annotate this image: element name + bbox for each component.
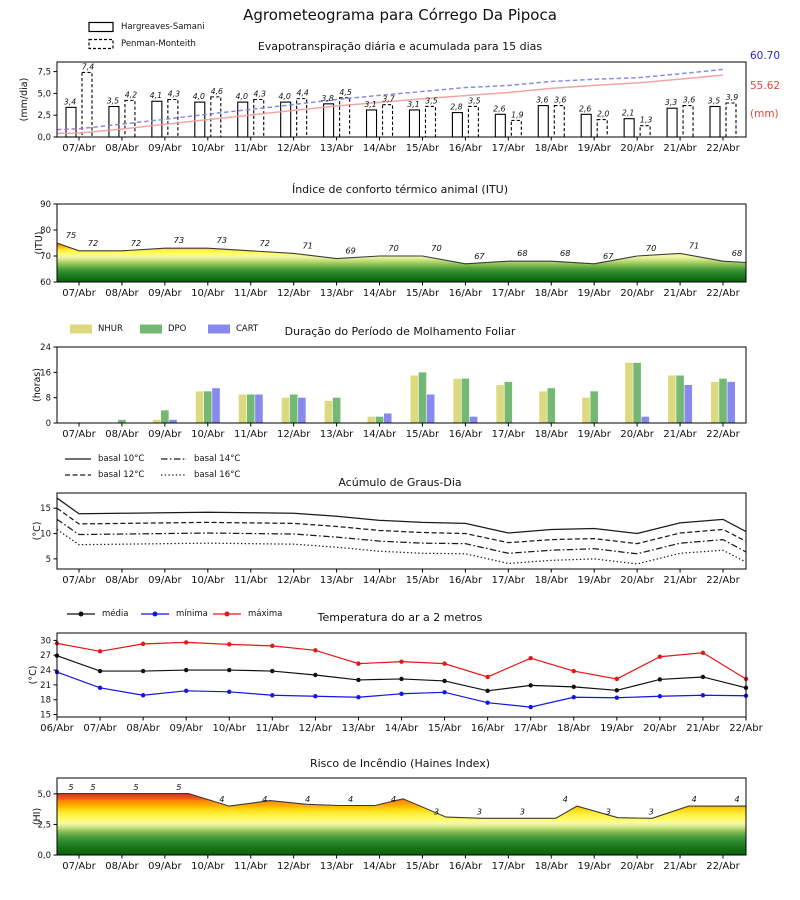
chart-title-itu: Índice de conforto térmico animal (ITU) (291, 183, 509, 196)
svg-text:08/Abr: 08/Abr (105, 429, 139, 440)
svg-text:07/Abr: 07/Abr (83, 723, 117, 734)
legend-maxima (212, 609, 282, 619)
svg-text:1,3: 1,3 (639, 115, 653, 125)
svg-text:(mm/dia): (mm/dia) (19, 77, 30, 122)
svg-text:12/Abr: 12/Abr (276, 429, 311, 440)
svg-text:3,1: 3,1 (407, 99, 420, 109)
svg-text:73: 73 (173, 235, 185, 246)
svg-text:16/Abr: 16/Abr (470, 723, 505, 734)
svg-text:11/Abr: 11/Abr (234, 861, 268, 872)
svg-text:13/Abr: 13/Abr (319, 288, 354, 299)
svg-text:10/Abr: 10/Abr (212, 723, 246, 734)
svg-text:13/Abr: 13/Abr (319, 429, 354, 440)
svg-text:2,6: 2,6 (493, 104, 506, 114)
svg-text:3: 3 (605, 806, 611, 817)
svg-text:21/Abr: 21/Abr (663, 288, 697, 299)
legend-nhur (70, 324, 123, 334)
svg-text:10/Abr: 10/Abr (191, 288, 225, 299)
svg-text:69: 69 (345, 245, 356, 256)
svg-text:3,6: 3,6 (682, 95, 696, 105)
svg-text:3,6: 3,6 (554, 95, 567, 105)
svg-text:18/Abr: 18/Abr (534, 288, 568, 299)
svg-text:80: 80 (40, 226, 51, 236)
legend-basal-10-label: basal 10°C (98, 454, 145, 464)
svg-text:3: 3 (648, 806, 654, 817)
svg-text:16: 16 (40, 368, 51, 379)
legend-minima-label: mínima (176, 609, 208, 619)
dpo-swatch-icon (140, 324, 162, 334)
svg-text:09/Abr: 09/Abr (148, 143, 182, 154)
nhur-swatch-icon (70, 324, 92, 334)
svg-text:11/Abr: 11/Abr (234, 143, 268, 154)
svg-text:5,0: 5,0 (37, 89, 51, 100)
svg-text:15/Abr: 15/Abr (405, 429, 440, 440)
svg-text:4,3: 4,3 (167, 89, 181, 99)
svg-text:4,5: 4,5 (339, 87, 352, 97)
svg-text:12/Abr: 12/Abr (276, 288, 311, 299)
legend-minima (140, 609, 208, 619)
legend-penman-label: Penman-Monteith (121, 39, 196, 49)
legend-basal-12-label: basal 12°C (98, 470, 145, 480)
legend-media-label: média (102, 609, 129, 619)
svg-text:11/Abr: 11/Abr (234, 429, 268, 440)
svg-text:60: 60 (40, 278, 51, 288)
svg-text:70: 70 (431, 243, 442, 253)
media-line-swatch-icon (66, 609, 96, 619)
svg-text:24: 24 (40, 666, 51, 677)
legend-media (66, 609, 128, 619)
svg-text:3,1: 3,1 (364, 99, 377, 109)
svg-text:20/Abr: 20/Abr (620, 143, 654, 154)
svg-text:2,5: 2,5 (37, 111, 51, 122)
svg-text:3: 3 (476, 806, 483, 817)
svg-text:0,0: 0,0 (37, 851, 51, 861)
svg-text:18: 18 (40, 695, 51, 706)
svg-text:11/Abr: 11/Abr (234, 288, 268, 299)
legend-basal-16-label: basal 16°C (194, 470, 241, 480)
svg-text:18/Abr: 18/Abr (534, 429, 568, 440)
svg-text:21/Abr: 21/Abr (663, 861, 697, 872)
svg-text:18/Abr: 18/Abr (534, 575, 568, 586)
chart-title-leaf-wetness: Duração do Período de Molhamento Foliar (284, 325, 516, 338)
svg-text:16/Abr: 16/Abr (448, 429, 483, 440)
svg-text:19/Abr: 19/Abr (577, 143, 611, 154)
svg-text:1,9: 1,9 (511, 110, 524, 120)
svg-text:20/Abr: 20/Abr (620, 861, 654, 872)
svg-text:22/Abr: 22/Abr (706, 288, 740, 299)
svg-text:17/Abr: 17/Abr (491, 429, 526, 440)
legend-nhur-label: NHUR (98, 324, 123, 334)
svg-text:07/Abr: 07/Abr (62, 861, 96, 872)
svg-text:09/Abr: 09/Abr (148, 288, 182, 299)
svg-text:13/Abr: 13/Abr (319, 861, 354, 872)
svg-text:0,0: 0,0 (37, 133, 51, 143)
svg-text:71: 71 (302, 240, 313, 251)
svg-text:13/Abr: 13/Abr (319, 143, 354, 154)
svg-text:06/Abr: 06/Abr (40, 723, 74, 734)
svg-text:20/Abr: 20/Abr (620, 575, 654, 586)
svg-text:4,0: 4,0 (235, 92, 248, 102)
svg-text:4,2: 4,2 (124, 90, 138, 100)
svg-text:0: 0 (45, 419, 51, 429)
svg-text:68: 68 (731, 248, 743, 259)
svg-text:3: 3 (433, 806, 440, 817)
svg-text:67: 67 (602, 250, 614, 261)
svg-text:18/Abr: 18/Abr (557, 723, 591, 734)
svg-text:71: 71 (688, 240, 700, 251)
svg-text:4: 4 (262, 794, 268, 805)
page-title: Agrometeograma para Córrego Da Pipoca (243, 6, 557, 24)
svg-text:11/Abr: 11/Abr (234, 575, 268, 586)
svg-text:5,0: 5,0 (37, 789, 51, 800)
accumulated-total-hargreaves: 55.62 (750, 80, 781, 92)
svg-text:2,5: 2,5 (37, 820, 51, 831)
svg-text:08/Abr: 08/Abr (105, 288, 139, 299)
svg-text:15/Abr: 15/Abr (405, 143, 440, 154)
svg-text:4,0: 4,0 (278, 92, 291, 102)
svg-text:(ITU): (ITU) (34, 231, 45, 255)
svg-text:2,1: 2,1 (621, 108, 635, 118)
svg-text:19/Abr: 19/Abr (600, 723, 634, 734)
svg-text:15/Abr: 15/Abr (405, 861, 440, 872)
legend-basal-16 (160, 470, 240, 480)
svg-text:3,6: 3,6 (536, 95, 549, 105)
svg-text:09/Abr: 09/Abr (148, 861, 182, 872)
svg-text:4: 4 (390, 794, 397, 805)
svg-text:17/Abr: 17/Abr (513, 723, 548, 734)
svg-text:(°C): (°C) (32, 521, 43, 541)
svg-text:10: 10 (40, 529, 51, 540)
svg-text:73: 73 (216, 235, 228, 246)
svg-text:27: 27 (40, 651, 51, 662)
svg-text:10/Abr: 10/Abr (191, 861, 225, 872)
dashed-bar-swatch-icon (88, 38, 115, 50)
svg-text:09/Abr: 09/Abr (148, 575, 182, 586)
svg-text:22/Abr: 22/Abr (729, 723, 763, 734)
svg-text:17/Abr: 17/Abr (491, 143, 526, 154)
accumulated-total-penman: 60.70 (750, 50, 781, 62)
svg-text:15/Abr: 15/Abr (405, 288, 440, 299)
svg-text:(°C): (°C) (28, 665, 39, 685)
svg-text:2,0: 2,0 (596, 109, 610, 119)
svg-text:07/Abr: 07/Abr (62, 288, 96, 299)
svg-text:3: 3 (519, 806, 525, 817)
svg-text:70: 70 (388, 243, 399, 253)
svg-text:12/Abr: 12/Abr (276, 575, 311, 586)
svg-text:07/Abr: 07/Abr (62, 143, 96, 154)
solid-line-swatch-icon (64, 455, 92, 463)
svg-text:20/Abr: 20/Abr (620, 429, 654, 440)
svg-text:12/Abr: 12/Abr (276, 861, 311, 872)
svg-text:14/Abr: 14/Abr (384, 723, 419, 734)
legend-cart (208, 324, 258, 334)
svg-text:3,7: 3,7 (382, 94, 395, 104)
dotted-line-swatch-icon (160, 471, 188, 479)
svg-text:09/Abr: 09/Abr (148, 429, 182, 440)
svg-text:08/Abr: 08/Abr (105, 575, 139, 586)
svg-text:22/Abr: 22/Abr (706, 861, 740, 872)
svg-text:10/Abr: 10/Abr (191, 575, 225, 586)
svg-text:3,5: 3,5 (425, 96, 438, 106)
svg-text:14/Abr: 14/Abr (362, 861, 397, 872)
chart-title-fire-risk: Risco de Incêndio (Haines Index) (309, 757, 491, 770)
svg-text:19/Abr: 19/Abr (577, 861, 611, 872)
svg-text:22/Abr: 22/Abr (706, 575, 740, 586)
svg-text:8: 8 (45, 393, 51, 404)
svg-text:4,0: 4,0 (192, 92, 206, 102)
svg-text:(HI): (HI) (32, 807, 43, 826)
svg-text:15: 15 (40, 710, 51, 721)
svg-text:5: 5 (90, 781, 96, 792)
svg-text:10/Abr: 10/Abr (191, 143, 225, 154)
accumulated-unit-label: (mm) (750, 108, 779, 120)
svg-text:67: 67 (474, 250, 485, 261)
svg-text:12/Abr: 12/Abr (276, 143, 311, 154)
minima-line-swatch-icon (140, 609, 170, 619)
svg-text:14/Abr: 14/Abr (362, 429, 397, 440)
chart-title-evapotranspiration: Evapotranspiração diária e acumulada para 15 dias (257, 40, 543, 53)
svg-text:3,8: 3,8 (321, 93, 334, 103)
svg-text:5: 5 (133, 781, 139, 792)
svg-text:16/Abr: 16/Abr (448, 861, 483, 872)
svg-text:15/Abr: 15/Abr (427, 723, 462, 734)
svg-text:22/Abr: 22/Abr (706, 143, 740, 154)
svg-text:2,8: 2,8 (450, 102, 463, 112)
legend-dpo (140, 324, 186, 334)
svg-text:19/Abr: 19/Abr (577, 288, 611, 299)
svg-text:7,5: 7,5 (37, 67, 51, 78)
legend-hargreaves (88, 21, 205, 33)
svg-text:18/Abr: 18/Abr (534, 861, 568, 872)
legend-basal-14-label: basal 14°C (194, 454, 241, 464)
svg-text:7,4: 7,4 (81, 62, 95, 72)
svg-text:4,4: 4,4 (296, 88, 309, 98)
svg-text:3,5: 3,5 (468, 96, 481, 106)
legend-basal-10 (64, 454, 144, 464)
svg-text:22/Abr: 22/Abr (706, 429, 740, 440)
svg-text:4: 4 (691, 794, 697, 805)
svg-text:07/Abr: 07/Abr (62, 575, 96, 586)
svg-text:70: 70 (40, 252, 51, 262)
svg-text:14/Abr: 14/Abr (362, 288, 397, 299)
svg-text:16/Abr: 16/Abr (448, 143, 483, 154)
svg-text:75: 75 (65, 230, 77, 240)
svg-text:20/Abr: 20/Abr (620, 288, 654, 299)
svg-text:14/Abr: 14/Abr (362, 143, 397, 154)
legend-basal-12 (64, 470, 144, 480)
chart-title-temperature: Temperatura do ar a 2 metros (317, 611, 483, 624)
svg-text:3,5: 3,5 (707, 96, 721, 106)
svg-text:72: 72 (87, 237, 99, 248)
svg-text:21: 21 (40, 680, 51, 691)
svg-text:4: 4 (562, 794, 568, 805)
svg-text:09/Abr: 09/Abr (169, 723, 203, 734)
svg-text:21/Abr: 21/Abr (663, 429, 697, 440)
dashed-line-swatch-icon (64, 471, 92, 479)
svg-text:14/Abr: 14/Abr (362, 575, 397, 586)
svg-text:3,4: 3,4 (63, 97, 77, 107)
legend-basal-14 (160, 454, 240, 464)
svg-text:(horas): (horas) (32, 368, 43, 402)
svg-text:3,3: 3,3 (664, 98, 678, 108)
svg-text:72: 72 (130, 237, 142, 248)
svg-text:08/Abr: 08/Abr (126, 723, 160, 734)
legend-hargreaves-label: Hargreaves-Samani (121, 22, 205, 32)
svg-text:07/Abr: 07/Abr (62, 429, 96, 440)
legend-penman (88, 38, 196, 50)
chart-title-degree-days: Acúmulo de Graus-Dia (338, 476, 462, 489)
svg-text:70: 70 (645, 243, 657, 253)
svg-text:12/Abr: 12/Abr (298, 723, 333, 734)
svg-text:11/Abr: 11/Abr (255, 723, 290, 734)
svg-text:18/Abr: 18/Abr (534, 143, 568, 154)
svg-text:4,6: 4,6 (210, 86, 224, 96)
svg-text:5: 5 (45, 554, 51, 565)
svg-text:5: 5 (68, 781, 74, 792)
svg-text:4: 4 (734, 794, 740, 805)
cart-swatch-icon (208, 324, 230, 334)
svg-text:4: 4 (219, 794, 225, 805)
svg-text:08/Abr: 08/Abr (105, 861, 139, 872)
svg-text:17/Abr: 17/Abr (491, 575, 526, 586)
svg-text:2,6: 2,6 (578, 104, 592, 114)
svg-text:4,3: 4,3 (253, 89, 266, 99)
svg-text:24: 24 (40, 343, 51, 353)
svg-text:68: 68 (517, 248, 528, 259)
legend-dpo-label: DPO (168, 324, 187, 334)
svg-text:21/Abr: 21/Abr (686, 723, 720, 734)
svg-text:21/Abr: 21/Abr (663, 575, 697, 586)
maxima-line-swatch-icon (212, 609, 242, 619)
solid-bar-swatch-icon (88, 21, 115, 33)
svg-text:72: 72 (259, 237, 270, 248)
svg-text:3,5: 3,5 (106, 96, 120, 106)
svg-text:10/Abr: 10/Abr (191, 429, 225, 440)
svg-text:5: 5 (176, 781, 182, 792)
svg-text:13/Abr: 13/Abr (341, 723, 376, 734)
svg-text:21/Abr: 21/Abr (663, 143, 697, 154)
svg-text:68: 68 (560, 248, 571, 259)
svg-text:4: 4 (347, 794, 354, 805)
svg-text:17/Abr: 17/Abr (491, 861, 526, 872)
svg-text:16/Abr: 16/Abr (448, 575, 483, 586)
svg-text:4,1: 4,1 (149, 91, 163, 101)
svg-text:4: 4 (305, 794, 311, 805)
dashdot-line-swatch-icon (160, 455, 188, 463)
svg-text:20/Abr: 20/Abr (643, 723, 677, 734)
svg-text:30: 30 (40, 636, 51, 647)
svg-text:08/Abr: 08/Abr (105, 143, 139, 154)
svg-text:3,9: 3,9 (725, 92, 739, 102)
svg-text:90: 90 (40, 200, 51, 210)
svg-text:19/Abr: 19/Abr (577, 575, 611, 586)
legend-cart-label: CART (236, 324, 259, 334)
svg-text:19/Abr: 19/Abr (577, 429, 611, 440)
svg-text:16/Abr: 16/Abr (448, 288, 483, 299)
svg-text:15: 15 (40, 504, 51, 515)
svg-text:15/Abr: 15/Abr (405, 575, 440, 586)
legend-maxima-label: máxima (248, 609, 283, 619)
svg-text:17/Abr: 17/Abr (491, 288, 526, 299)
svg-text:13/Abr: 13/Abr (319, 575, 354, 586)
